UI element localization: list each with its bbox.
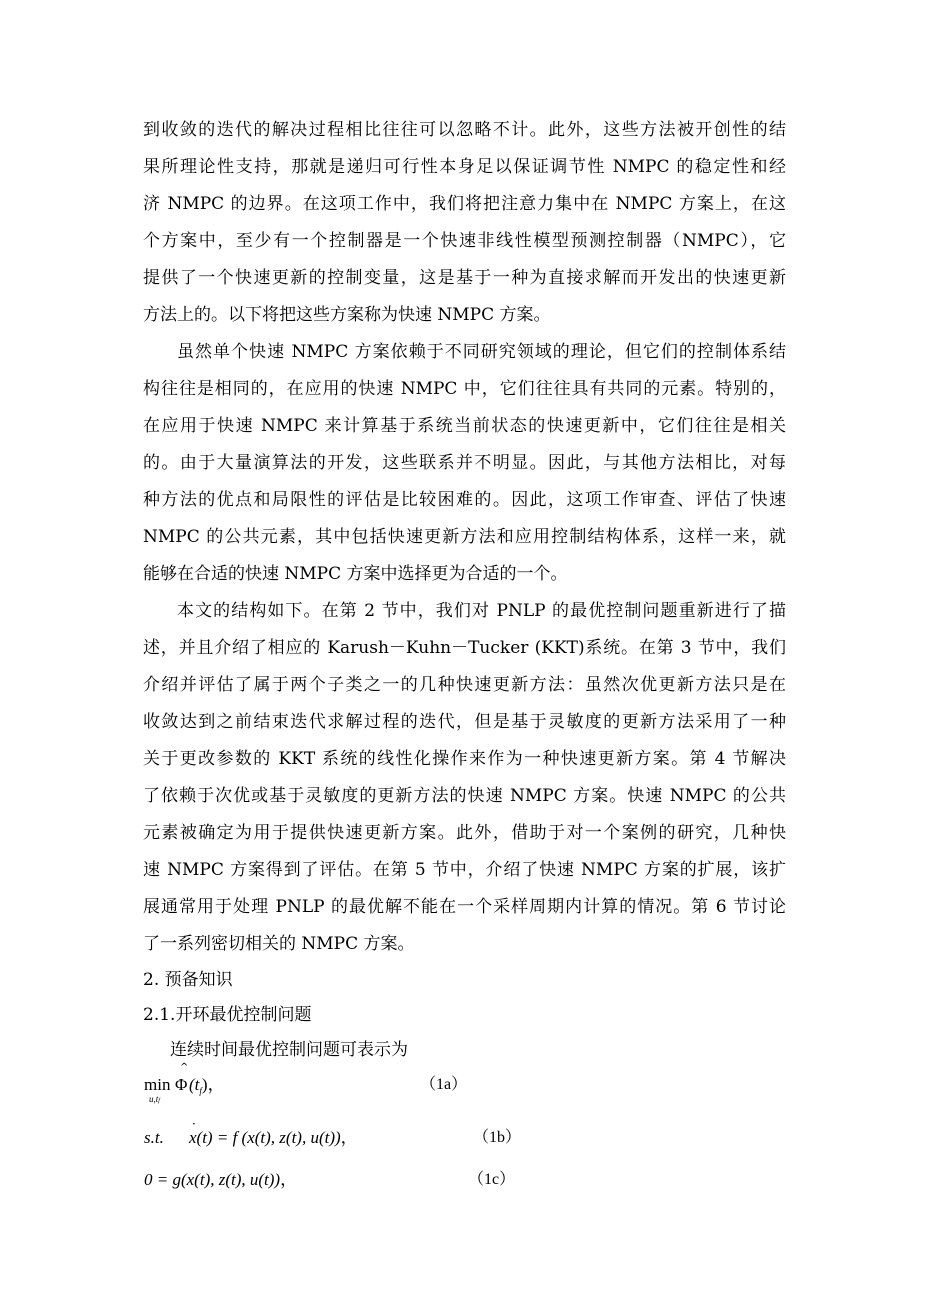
paragraph-line: 介绍并评估了属于两个子类之一的几种快速更新方法：虽然次优更新方法只是在 xyxy=(143,675,786,695)
paragraph-line: 展通常用于处理 PNLP 的最优解不能在一个采样周期内计算的情况。第 6 节讨论 xyxy=(143,897,786,917)
eq-phi: Φ xyxy=(175,1075,188,1094)
paragraph-line: 济 NMPC 的边界。在这项工作中，我们将把注意力集中在 NMPC 方案上，在这 xyxy=(143,194,786,214)
paragraph-line: 虽然单个快速 NMPC 方案依赖于不同研究领域的理论，但它们的控制体系结 xyxy=(177,342,786,362)
paragraph-line: 个方案中，至少有一个控制器是一个快速非线性模型预测控制器（NMPC），它 xyxy=(143,231,786,251)
time-derivative-dot-icon: · xyxy=(192,1117,196,1131)
section-heading: 2. 预备知识 xyxy=(143,970,233,990)
hat-accent-icon: ^ xyxy=(180,1062,189,1073)
paragraph-line: 本文的结构如下。在第 2 节中，我们对 PNLP 的最优控制问题重新进行了描 xyxy=(177,601,786,621)
paragraph-line: 了一系列密切相关的 NMPC 方案。 xyxy=(143,934,415,954)
paragraph-line: 种方法的优点和局限性的评估是比较困难的。因此，这项工作审查、评估了快速 xyxy=(143,490,786,510)
paragraph-line: 元素被确定为用于提供快速更新方案。此外，借助于对一个案例的研究，几种快 xyxy=(143,823,786,843)
paragraph-line: 到收敛的迭代的解决过程相比往往可以忽略不计。此外，这些方法被开创性的结 xyxy=(143,120,786,140)
paragraph-line: 果所理论性支持，那就是递归可行性本身足以保证调节性 NMPC 的稳定性和经 xyxy=(143,157,786,177)
subsection-heading: 2.1.开环最优控制问题 xyxy=(143,1005,312,1025)
paragraph-line: 了依赖于次优或基于灵敏度的更新方法的快速 NMPC 方案。快速 NMPC 的公共 xyxy=(143,786,786,806)
paragraph-line: 速 NMPC 方案得到了评估。在第 5 节中，介绍了快速 NMPC 方案的扩展，该扩 xyxy=(143,860,786,880)
paragraph-line: 构往往是相同的，在应用的快速 NMPC 中，它们往往具有共同的元素。特别的， xyxy=(143,379,786,399)
paragraph-line: 在应用于快速 NMPC 来计算基于系统当前状态的快速更新中，它们往往是相关 xyxy=(143,416,786,436)
eq-min-subscript: u,tf xyxy=(149,1094,160,1104)
eq-algebraic: 0 = g(x(t), z(t), u(t))， xyxy=(144,1170,298,1189)
paragraph-line: 提供了一个快速更新的控制变量，这是基于一种为直接求解而开发出的快速更新 xyxy=(143,268,786,288)
equation-number: （1b） xyxy=(473,1129,522,1146)
equation-number: （1c） xyxy=(468,1171,516,1188)
paragraph-line: 方法上的。以下将把这些方案称为快速 NMPC 方案。 xyxy=(143,305,551,325)
paragraph-line: 的。由于大量演算法的开发，这些联系并不明显。因此，与其他方法相比，对每 xyxy=(143,453,786,473)
paragraph-line: 能够在合适的快速 NMPC 方案中选择更为合适的一个。 xyxy=(143,564,568,584)
eq-min: min xyxy=(144,1075,171,1094)
eq-arg: $(t_f)$， xyxy=(189,1075,225,1096)
paragraph-line: 述，并且介绍了相应的 Karush－Kuhn－Tucker (KKT)系统。在第 3 节中，我们 xyxy=(143,638,786,658)
equation-number: （1a） xyxy=(420,1076,468,1093)
paragraph-line: 关于更改参数的 KKT 系统的线性化操作来作为一种快速更新方案。第 4 节解决 xyxy=(143,749,786,769)
intro-line: 连续时间最优控制问题可表示为 xyxy=(170,1040,408,1060)
eq-st: s.t. xyxy=(144,1128,164,1147)
paragraph-line: NMPC 的公共元素，其中包括快速更新方法和应用控制结构体系，这样一来，就 xyxy=(143,527,786,547)
eq-dynamics: x(t) = f (x(t), z(t), u(t))， xyxy=(189,1128,358,1147)
paragraph-line: 收敛达到之前结束迭代求解过程的迭代，但是基于灵敏度的更新方法采用了一种 xyxy=(143,712,786,732)
